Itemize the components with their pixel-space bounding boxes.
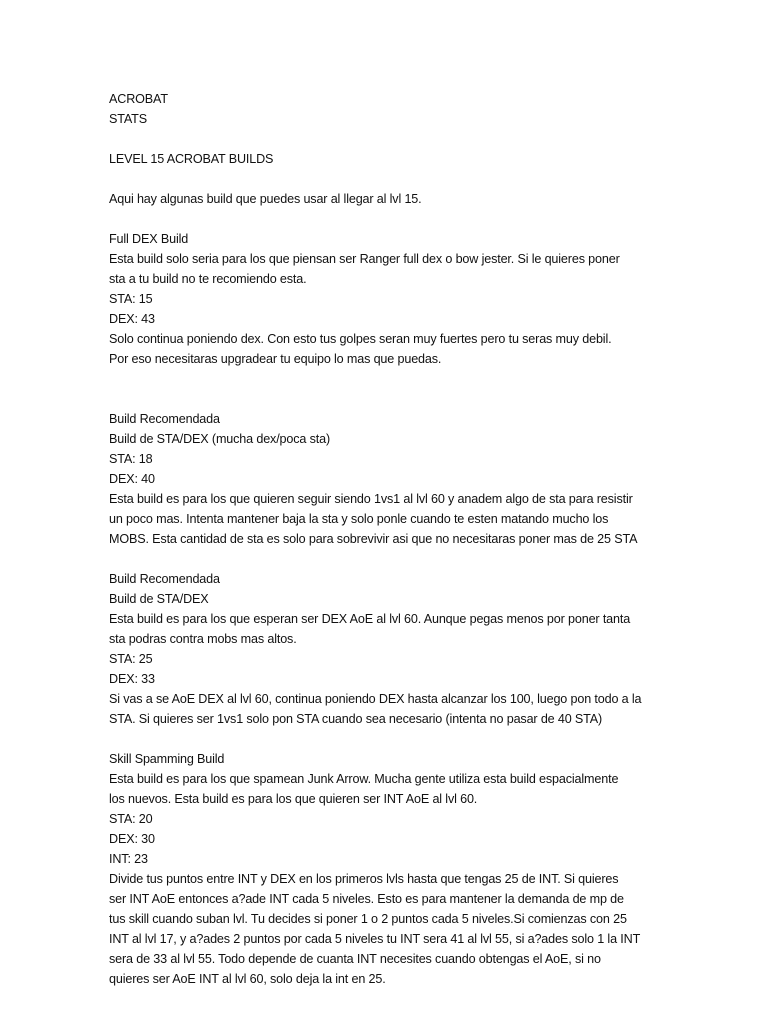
- build-note-line: INT al lvl 17, y a?ades 2 puntos por cada 5 niveles tu INT sera 41 al lvl 55, si a?ades solo 1 la INT: [109, 932, 641, 946]
- build-heading-recomendada: Build Recomendada: [109, 412, 220, 426]
- stat-line-dex: DEX: 30: [109, 832, 155, 846]
- build-description-line: Esta build es para los que spamean Junk Arrow. Mucha gente utiliza esta build espacialmente: [109, 772, 619, 786]
- section-heading: LEVEL 15 ACROBAT BUILDS: [109, 152, 274, 166]
- build-note-line: tus skill cuando suban lvl. Tu decides si poner 1 o 2 puntos cada 5 niveles.Si comienzas con 25: [109, 912, 627, 926]
- build-heading-skill-spamming: Skill Spamming Build: [109, 752, 225, 766]
- build-note-line: MOBS. Esta cantidad de sta es solo para sobrevivir asi que no necesitaras poner mas de 25 STA: [109, 532, 638, 546]
- build-heading-recomendada: Build Recomendada: [109, 572, 220, 586]
- build-note-line: Solo continua poniendo dex. Con esto tus golpes seran muy fuertes pero tu seras muy debil.: [109, 332, 612, 346]
- spacer: [109, 169, 669, 189]
- spacer: [109, 209, 669, 229]
- build-subheading: Build de STA/DEX: [109, 592, 209, 606]
- build-description-line: sta podras contra mobs mas altos.: [109, 632, 297, 646]
- intro-paragraph: Aqui hay algunas build que puedes usar al llegar al lvl 15.: [109, 192, 422, 206]
- document-title: ACROBAT: [109, 92, 168, 106]
- stat-line-dex: DEX: 33: [109, 672, 155, 686]
- stat-line-sta: STA: 18: [109, 452, 153, 466]
- spacer: [109, 729, 669, 749]
- spacer: [109, 369, 669, 409]
- stat-line-sta: STA: 20: [109, 812, 153, 826]
- build-note-line: quieres ser AoE INT al lvl 60, solo deja la int en 25.: [109, 972, 386, 986]
- build-note-line: Divide tus puntos entre INT y DEX en los primeros lvls hasta que tengas 25 de INT. Si quieres: [109, 872, 619, 886]
- spacer: [109, 129, 669, 149]
- build-note-line: Si vas a se AoE DEX al lvl 60, continua poniendo DEX hasta alcanzar los 100, luego pon todo a la: [109, 692, 642, 706]
- stat-line-sta: STA: 15: [109, 292, 153, 306]
- stat-line-dex: DEX: 40: [109, 472, 155, 486]
- build-note-line: STA. Si quieres ser 1vs1 solo pon STA cuando sea necesario (intenta no pasar de 40 STA): [109, 712, 603, 726]
- build-note-line: Esta build es para los que quieren seguir siendo 1vs1 al lvl 60 y anadem algo de sta para resistir: [109, 492, 633, 506]
- build-heading-full-dex: Full DEX Build: [109, 232, 189, 246]
- build-description-line: Esta build solo seria para los que piensan ser Ranger full dex o bow jester. Si le quieres poner: [109, 252, 620, 266]
- build-description-line: Esta build es para los que esperan ser DEX AoE al lvl 60. Aunque pegas menos por poner tanta: [109, 612, 631, 626]
- build-note-line: ser INT AoE entonces a?ade INT cada 5 niveles. Esto es para mantener la demanda de mp de: [109, 892, 624, 906]
- spacer: [109, 549, 669, 569]
- stat-line-int: INT: 23: [109, 852, 148, 866]
- document-subtitle: STATS: [109, 112, 147, 126]
- stat-line-sta: STA: 25: [109, 652, 153, 666]
- stat-line-dex: DEX: 43: [109, 312, 155, 326]
- build-note-line: Por eso necesitaras upgradear tu equipo lo mas que puedas.: [109, 352, 442, 366]
- build-description-line: sta a tu build no te recomiendo esta.: [109, 272, 307, 286]
- build-note-line: un poco mas. Intenta mantener baja la sta y solo ponle cuando te esten matando mucho los: [109, 512, 609, 526]
- document-page: [109, 89, 669, 989]
- build-subheading: Build de STA/DEX (mucha dex/poca sta): [109, 432, 331, 446]
- build-note-line: sera de 33 al lvl 55. Todo depende de cuanta INT necesites cuando obtengas el AoE, si no: [109, 952, 601, 966]
- build-description-line: los nuevos. Esta build es para los que quieren ser INT AoE al lvl 60.: [109, 792, 478, 806]
